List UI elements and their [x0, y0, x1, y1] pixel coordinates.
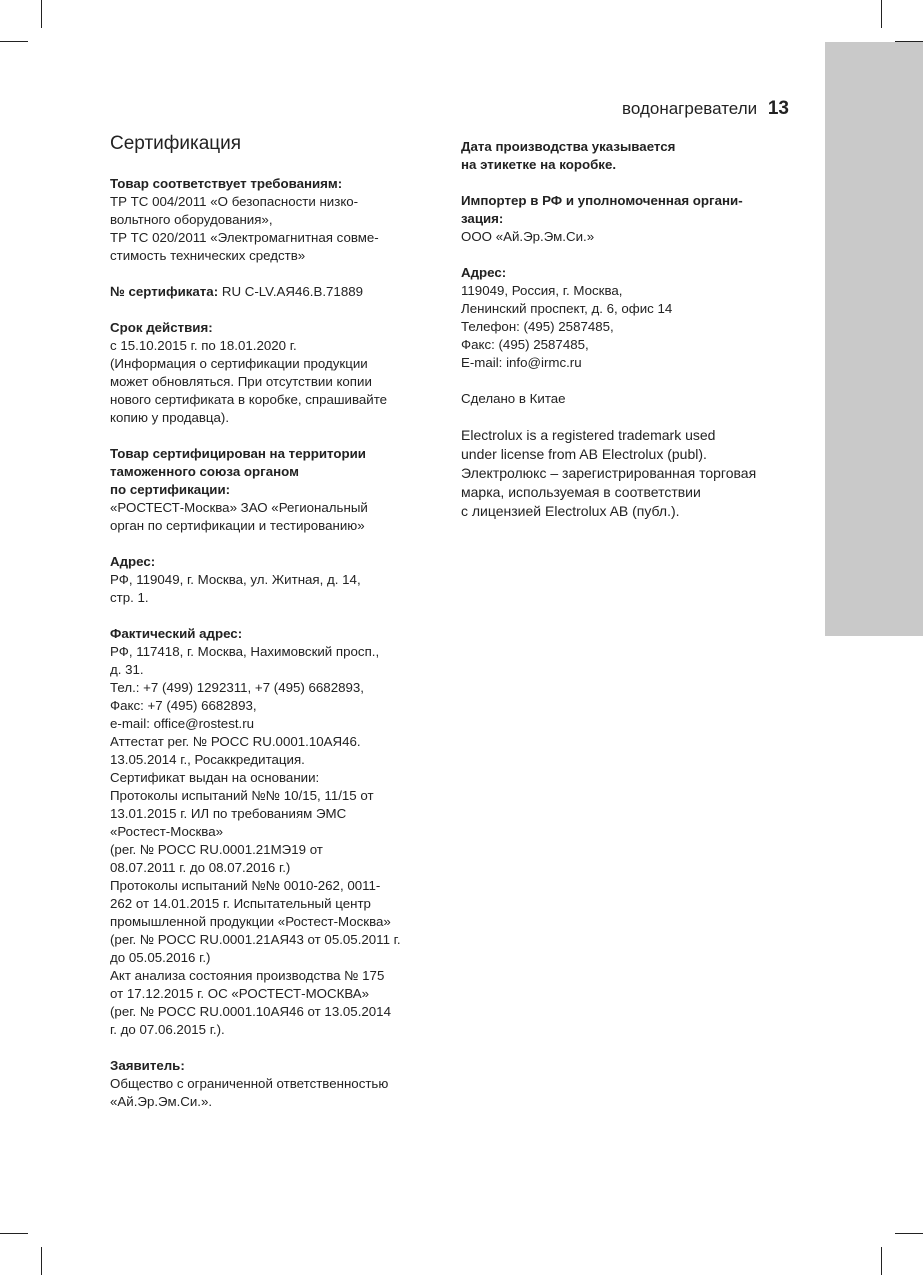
- text-line: РФ, 117418, г. Москва, Нахимовский просп.,: [110, 644, 380, 659]
- text-line: до 05.05.2016 г.): [110, 950, 211, 965]
- text-line: стимость технических средств»: [110, 248, 306, 263]
- page-number: 13: [767, 98, 789, 119]
- certificate-block: [110, 283, 450, 301]
- text-line: 13.01.2015 г. ИЛ по требованиям ЭМС: [110, 806, 347, 821]
- text-line: Аттестат рег. № РОСС RU.0001.10АЯ46.: [110, 734, 361, 749]
- applicant-block: [110, 1057, 450, 1111]
- crop-mark: [41, 1247, 42, 1275]
- actual-address-block: [110, 625, 450, 1039]
- crop-mark: [0, 1233, 28, 1234]
- crop-mark: [895, 1233, 923, 1234]
- importer-address-block: [461, 264, 801, 372]
- importer-address-heading: Адрес:: [461, 265, 507, 280]
- text-line: «РОСТЕСТ-Москва» ЗАО «Региональный: [110, 500, 368, 515]
- certified-by-heading: Товар сертифицирован на территории: [110, 446, 366, 461]
- page-title: Сертификация: [110, 133, 242, 154]
- certified-by-heading: по сертификации:: [110, 482, 231, 497]
- trademark-line: under license from AB Electrolux (publ).: [461, 446, 707, 462]
- production-date-heading: на этикетке на коробке.: [461, 157, 617, 172]
- trademark-line: с лицензией Electrolux AB (публ.).: [461, 503, 680, 519]
- text-line: может обновляться. При отсутствии копии: [110, 374, 372, 389]
- text-line: (рег. № РОСС RU.0001.21АЯ43 от 05.05.2011 г.: [110, 932, 401, 947]
- address-heading: Адрес:: [110, 554, 156, 569]
- trademark-line: марка, используемая в соответствии: [461, 484, 701, 500]
- text-line: стр. 1.: [110, 590, 149, 605]
- text-line: Протоколы испытаний №№ 10/15, 11/15 от: [110, 788, 374, 803]
- text-line: орган по сертификации и тестированию»: [110, 518, 365, 533]
- production-date-block: [461, 138, 801, 174]
- certified-by-block: [110, 445, 450, 535]
- text-line: (рег. № РОСС RU.0001.21МЭ19 от: [110, 842, 323, 857]
- text-line: Ленинский проспект, д. 6, офис 14: [461, 301, 673, 316]
- text-line: вольтного оборудования»,: [110, 212, 273, 227]
- text-line: Факс: (495) 2587485,: [461, 337, 589, 352]
- made-in-block: [461, 390, 801, 408]
- section-title: водонагреватели: [622, 99, 758, 118]
- text-line: д. 31.: [110, 662, 144, 677]
- text-line: (Информация о сертификации продукции: [110, 356, 368, 371]
- production-date-heading: Дата производства указывается: [461, 139, 676, 154]
- text-line: (рег. № РОСС RU.0001.10АЯ46 от 13.05.2014: [110, 1004, 391, 1019]
- text-line: Тел.: +7 (499) 1292311, +7 (495) 6682893,: [110, 680, 364, 695]
- side-tab: [825, 42, 923, 636]
- text-line: г. до 07.06.2015 г.).: [110, 1022, 225, 1037]
- text-line: ТР ТС 004/2011 «О безопасности низко-: [110, 194, 359, 209]
- text-line: копию у продавца).: [110, 410, 230, 425]
- requirements-block: [110, 175, 450, 265]
- crop-mark: [41, 0, 42, 28]
- actual-address-heading: Фактический адрес:: [110, 626, 243, 641]
- importer-heading: Импортер в РФ и уполномоченная органи-: [461, 193, 743, 208]
- text-line: e-mail: office@rostest.ru: [110, 716, 255, 731]
- certified-by-heading: таможенного союза органом: [110, 464, 299, 479]
- certificate-label: № сертификата:: [110, 284, 219, 299]
- address-block: [110, 553, 450, 607]
- crop-mark: [881, 0, 882, 28]
- text-line: 13.05.2014 г., Росаккредитация.: [110, 752, 305, 767]
- text-line: от 17.12.2015 г. ОС «РОСТЕСТ-МОСКВА»: [110, 986, 370, 1001]
- text-line: промышленной продукции «Ростест-Москва»: [110, 914, 391, 929]
- made-in-text: Сделано в Китае: [461, 391, 566, 406]
- trademark-line: Электролюкс – зарегистрированная торговая: [461, 465, 757, 481]
- validity-block: [110, 319, 450, 427]
- trademark-notice: [461, 426, 801, 521]
- importer-block: [461, 192, 801, 246]
- page-header: [622, 98, 789, 120]
- crop-mark: [0, 41, 28, 42]
- text-line: «Ростест-Москва»: [110, 824, 224, 839]
- text-line: E-mail: info@irmc.ru: [461, 355, 582, 370]
- text-line: Протоколы испытаний №№ 0010-262, 0011-: [110, 878, 381, 893]
- text-line: ТР ТС 020/2011 «Электромагнитная совме-: [110, 230, 379, 245]
- text-line: 262 от 14.01.2015 г. Испытательный центр: [110, 896, 371, 911]
- left-column: [110, 132, 450, 1129]
- requirements-heading: Товар соответствует требованиям:: [110, 176, 343, 191]
- text-line: Телефон: (495) 2587485,: [461, 319, 614, 334]
- text-line: «Ай.Эр.Эм.Си.».: [110, 1094, 213, 1109]
- text-line: Общество с ограниченной ответственностью: [110, 1076, 389, 1091]
- text-line: РФ, 119049, г. Москва, ул. Житная, д. 14,: [110, 572, 361, 587]
- text-line: Факс: +7 (495) 6682893,: [110, 698, 257, 713]
- text-line: 119049, Россия, г. Москва,: [461, 283, 623, 298]
- validity-heading: Срок действия:: [110, 320, 213, 335]
- certificate-number: RU C-LV.АЯ46.В.71889: [218, 284, 364, 299]
- importer-heading: зация:: [461, 211, 504, 226]
- text-line: нового сертификата в коробке, спрашивайте: [110, 392, 388, 407]
- applicant-heading: Заявитель:: [110, 1058, 185, 1073]
- text-line: Акт анализа состояния производства № 175: [110, 968, 385, 983]
- text-line: 08.07.2011 г. до 08.07.2016 г.): [110, 860, 291, 875]
- text-line: с 15.10.2015 г. по 18.01.2020 г.: [110, 338, 297, 353]
- right-column: [461, 138, 801, 539]
- crop-mark: [881, 1247, 882, 1275]
- trademark-line: Electrolux is a registered trademark used: [461, 427, 716, 443]
- text-line: Сертификат выдан на основании:: [110, 770, 320, 785]
- importer-name: ООО «Ай.Эр.Эм.Си.»: [461, 229, 595, 244]
